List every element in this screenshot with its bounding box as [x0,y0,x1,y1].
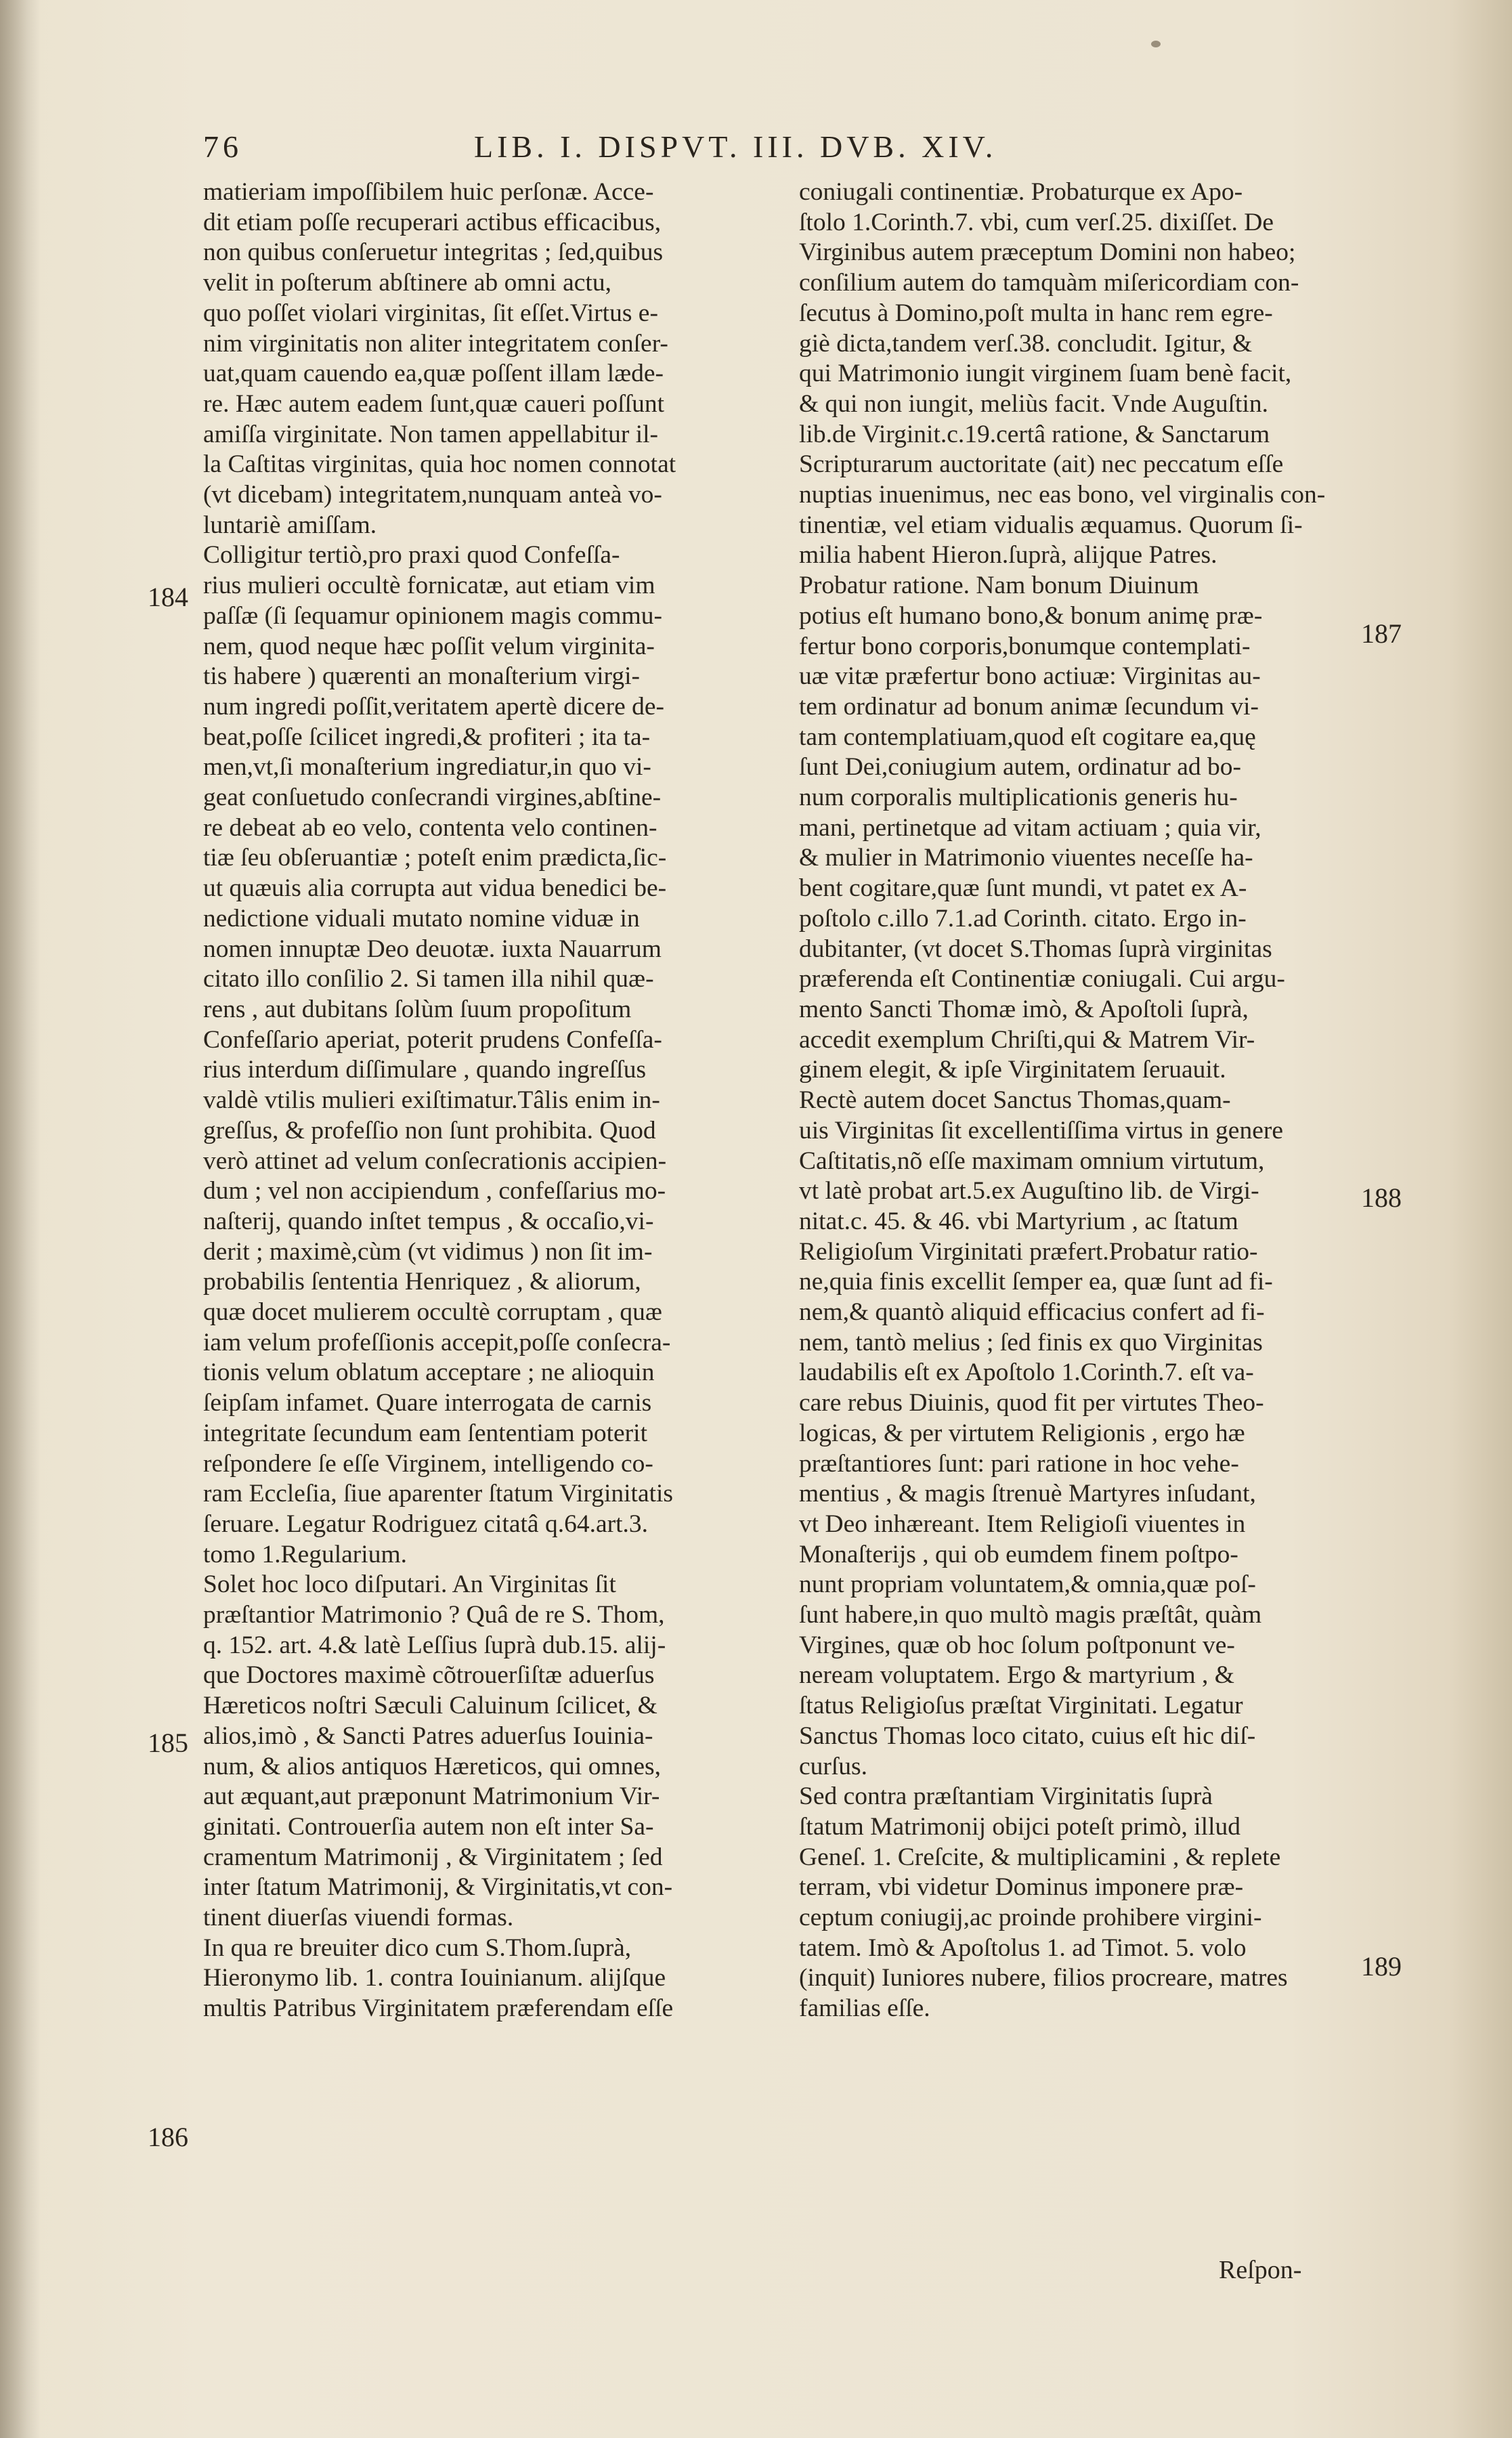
text-line: Sed contra præſtantiam Virginitatis ſuprà [799,1782,1213,1811]
margin-number-187: 187 [1361,618,1402,649]
text-line: præſtantior Matrimonio ? Quâ de re S. Thom, [203,1601,665,1629]
text-line: Sanctus Thomas loco citato, cuius eſt hic diſ- [799,1721,1256,1750]
text-line: qui Matrimonio iungit virginem ſuam benè facit, [799,360,1292,388]
text-line: tam contemplatiuam,quod eſt cogitare ea,quę [799,723,1256,751]
text-line: ſunt habere,in quo multò magis præſtât, quàm [799,1601,1262,1629]
text-line: tinentiæ, vel etiam vidualis æquamus. Quorum ſi- [799,511,1303,539]
text-line: Geneſ. 1. Creſcite, & multiplicamini , & replete [799,1843,1281,1871]
text-line: matieriam impoſſibilem huic perſonæ. Acce- [203,178,654,206]
text-line: ne,quia finis excellit ſemper ea, quæ ſunt ad fi- [799,1268,1273,1296]
text-line: Hieronymo lib. 1. contra Iouinianum. alijſque [203,1964,666,1992]
text-line: reſpondere ſe eſſe Virginem, intelligendo co- [203,1449,653,1478]
text-line: que Doctores maximè cõtrouerſiſtæ aduerſus [203,1661,655,1690]
text-line: poſtolo c.illo 7.1.ad Corinth. citato. Ergo in- [799,904,1247,933]
text-line: fertur bono corporis,bonumque contemplati- [799,632,1251,660]
margin-number-186: 186 [148,2122,188,2152]
text-line: mento Sancti Thomæ imò, & Apoſtoli ſuprà, [799,995,1249,1023]
text-line: num, & alios antiquos Hæreticos, qui omnes, [203,1752,661,1780]
text-line: rius interdum diſſimulare , quando ingreſſus [203,1056,647,1084]
text-line: nunt propriam voluntatem,& omnia,quæ poſ- [799,1570,1256,1599]
text-line: ceptum coniugij,ac proinde prohibere virgini- [799,1904,1262,1932]
text-line: ginem elegit, & ipſe Virginitatem ſeruauit. [799,1056,1226,1084]
text-line: & mulier in Matrimonio viuentes neceſſe ha- [799,844,1253,872]
text-line: Virgines, quæ ob hoc ſolum poſtponunt ve- [799,1631,1235,1659]
text-line: uat,quam cauendo ea,quæ poſſent illam læde- [203,360,664,388]
text-line: ram Eccleſia, ſiue aparenter ſtatum Virginitatis [203,1480,674,1508]
text-line: naſterij, quando inſtet tempus , & occaſio,vi- [203,1207,654,1235]
text-line: dum ; vel non accipiendum , confeſſarius mo- [203,1177,666,1205]
text-line: vt Deo inhæreant. Item Religioſi viuentes in [799,1510,1246,1538]
text-line: tis habere ) quærenti an monaſterium virgi- [203,662,640,691]
text-line: accedit exemplum Chriſti,qui & Matrem Vir- [799,1025,1255,1054]
text-line: tatem. Imò & Apoſtolus 1. ad Timot. 5. volo [799,1933,1247,1962]
text-line: ſtatus Religioſus præſtat Virginitati. Legatur [799,1692,1243,1720]
text-line: ſtolo 1.Corinth.7. vbi, cum verſ.25. dixiſſet. De [799,208,1274,236]
text-line: Monaſterijs , qui ob eumdem finem poſtpo- [799,1540,1238,1568]
text-line: non quibus conſeruetur integritas ; ſed,quibus [203,238,664,267]
text-line: curſus. [799,1752,868,1780]
margin-number-188: 188 [1361,1182,1402,1213]
text-line: Solet hoc loco diſputari. An Virginitas ſit [203,1570,616,1599]
text-line: nomen innuptæ Deo deuotæ. iuxta Nauarrum [203,935,662,963]
text-line: (inquit) Iuniores nubere, filios procreare, matres [799,1964,1288,1992]
text-line: citato illo conſilio 2. Si tamen illa nihil quæ- [203,965,654,993]
text-line: neream voluptatem. Ergo & martyrium , & [799,1661,1234,1690]
running-title: LIB. I. DISPVT. III. DVB. XIV. [474,129,997,164]
text-line: lib.de Virginit.c.19.certâ ratione, & Sanctarum [799,420,1270,448]
text-line: uæ vitæ præfertur bono actiuæ: Virginitas au- [799,662,1261,691]
margin-number-189: 189 [1361,1951,1402,1982]
text-line: Virginibus autem præceptum Domini non habeo; [799,238,1296,267]
text-line: tionis velum oblatum acceptare ; ne alioquin [203,1359,655,1387]
text-line: rens , aut dubitans ſolùm ſuum propoſitum [203,995,632,1023]
margin-number-185: 185 [148,1728,188,1758]
text-line: nedictione viduali mutato nomine viduæ in [203,904,640,933]
text-line: alios,imò , & Sancti Patres aduerſus Iouinia- [203,1721,653,1750]
catchword: Reſpon- [1219,2256,1302,2284]
text-line: num ingredi poſſit,veritatem apertè dicere de- [203,692,664,721]
running-head [203,129,1422,176]
text-line: Religioſum Virginitati præfert.Probatur ratio- [799,1237,1258,1266]
text-line: vt latè probat art.5.ex Auguſtino lib. de Virgi- [799,1177,1259,1205]
text-line: potius eſt humano bono,& bonum animę præ- [799,601,1263,630]
text-line: milia habent Hieron.ſuprà, alijque Patres. [799,541,1217,570]
right-column [799,177,1361,2024]
text-line: ginitati. Controuerſia autem non eſt inter Sa- [203,1812,654,1841]
text-line: nem, tantò melius ; ſed finis ex quo Virginitas [799,1328,1263,1356]
text-line: amiſſa virginitate. Non tamen appellabitur il- [203,420,659,448]
text-line: tinent diuerſas viuendi formas. [203,1904,514,1932]
page-number: 76 [203,129,242,164]
text-line: tiæ ſeu obſeruantiæ ; poteſt enim prædicta,ſic- [203,844,667,872]
text-line: conſilium autem do tamquàm miſericordiam con- [799,269,1299,297]
text-line: nem,& quantò aliquid efficacius confert ad fi- [799,1298,1265,1327]
text-line: nem, quod neque hæc poſſit velum virginita- [203,632,655,660]
text-line: nim virginitatis non aliter integritatem conſer- [203,329,668,358]
text-line: familias eſſe. [799,1994,930,2023]
text-line: bent cogitare,quæ ſunt mundi, vt patet ex A- [799,874,1247,903]
ink-spot [1151,41,1161,47]
text-line: derit ; maximè,cùm (vt vidimus ) non ſit im- [203,1237,653,1266]
text-line: luntariè amiſſam. [203,511,377,539]
text-line: iam velum profeſſionis accepit,poſſe conſecra- [203,1328,671,1356]
text-line: greſſus, & profeſſio non ſunt prohibita. Quod [203,1116,656,1145]
text-line: geat conſuetudo conſecrandi virgines,abſtine- [203,784,662,812]
text-line: Rectè autem docet Sanctus Thomas,quam- [799,1086,1231,1115]
text-line: tomo 1.Regularium. [203,1540,408,1568]
text-line: giè dicta,tandem verſ.38. concludit. Igitur, & [799,329,1253,358]
text-line: men,vt,ſi monaſterium ingrediatur,in quo vi- [203,753,651,782]
left-column [203,177,765,2024]
text-line: & qui non iungit, meliùs facit. Vnde Auguſtin. [799,389,1269,418]
text-line: quo poſſet violari virginitas, ſit eſſet.Virtus e- [203,299,658,327]
text-line: multis Patribus Virginitatem præferendam eſſe [203,1994,674,2023]
text-line: præſtantiores ſunt: pari ratione in hoc vehe- [799,1449,1239,1478]
text-line: quæ docet mulierem occultè corruptam , quæ [203,1298,662,1327]
text-line: rius mulieri occultè fornicatæ, aut etiam vim [203,572,655,600]
text-line: coniugali continentiæ. Probaturque ex Apo- [799,178,1243,206]
text-line: uis Virginitas ſit excellentiſſima virtus in genere [799,1116,1283,1145]
margin-number-184: 184 [148,582,188,612]
text-line: Confeſſario aperiat, poterit prudens Confeſſa- [203,1025,662,1054]
text-line: ſeruare. Legatur Rodriguez citatâ q.64.art.3. [203,1510,649,1538]
text-line: ut quæuis alia corrupta aut vidua benedici be- [203,874,667,903]
text-line: cramentum Matrimonij , & Virginitatem ; ſed [203,1843,663,1871]
text-line: Hæreticos noſtri Sæculi Caluinum ſcilicet, & [203,1692,657,1720]
text-line: laudabilis eſt ex Apoſtolo 1.Corinth.7. eſt va- [799,1359,1254,1387]
text-line: Caſtitatis,nõ eſſe maximam omnium virtutum, [799,1147,1265,1175]
text-line: nuptias inuenimus, nec eas bono, vel virginalis con- [799,481,1326,509]
text-line: velit in poſterum abſtinere ab omni actu, [203,269,611,297]
text-line: beat,poſſe ſcilicet ingredi,& profiteri ; ita ta- [203,723,651,751]
text-line: Colligitur tertiò,pro praxi quod Confeſſa- [203,541,620,570]
text-line: integritate ſecundum eam ſententiam poterit [203,1419,648,1447]
text-line: paſſæ (ſi ſequamur opinionem magis commu- [203,601,663,630]
text-line: (vt dicebam) integritatem,nunquam anteà vo- [203,481,662,509]
text-line: præferenda eſt Continentiæ coniugali. Cui argu- [799,965,1285,993]
text-line: aut æquant,aut præponunt Matrimonium Vir- [203,1782,660,1811]
text-line: ſunt Dei,coniugium autem, ordinatur ad bo- [799,753,1241,782]
text-line: verò attinet ad velum conſecrationis accipien- [203,1147,667,1175]
text-line: la Caſtitas virginitas, quia hoc nomen connotat [203,450,676,479]
text-line: inter ſtatum Matrimonij, & Virginitatis,vt con- [203,1873,673,1902]
text-line: ſtatum Matrimonij obijci poteſt primò, illud [799,1812,1241,1841]
gutter-shadow [0,0,41,2438]
text-line: logicas, & per virtutem Religionis , ergo hæ [799,1419,1245,1447]
text-line: valdè vtilis mulieri exiſtimatur.Tâlis enim in- [203,1086,660,1115]
text-line: Probatur ratione. Nam bonum Diuinum [799,572,1199,600]
text-line: ſeipſam infamet. Quare interrogata de carnis [203,1389,652,1417]
text-line: Scripturarum auctoritate (ait) nec peccatum eſſe [799,450,1284,479]
text-line: mentius , & magis ſtrenuè Martyres inſudant, [799,1480,1256,1508]
text-line: re. Hæc autem eadem ſunt,quæ caueri poſſunt [203,389,665,418]
text-line: ſecutus à Domino,poſt multa in hanc rem egre- [799,299,1273,327]
text-line: care rebus Diuinis, quod fit per virtutes Theo- [799,1389,1264,1417]
text-line: re debeat ab eo velo, contenta velo continen- [203,813,657,842]
text-line: probabilis ſententia Henriquez , & aliorum, [203,1268,641,1296]
text-line: tem ordinatur ad bonum animæ ſecundum vi- [799,692,1259,721]
text-line: terram, vbi videtur Dominus imponere præ- [799,1873,1244,1902]
text-line: dit etiam poſſe recuperari actibus efficacibus, [203,208,662,236]
text-line: dubitanter, (vt docet S.Thomas ſuprà virginitas [799,935,1272,963]
text-line: q. 152. art. 4.& latè Leſſius ſuprà dub.15. alij- [203,1631,666,1659]
text-line: In qua re breuiter dico cum S.Thom.ſuprà, [203,1933,632,1962]
text-line: num corporalis multiplicationis generis hu- [799,784,1238,812]
text-line: nitat.c. 45. & 46. vbi Martyrium , ac ſtatum [799,1207,1238,1235]
text-line: mani, pertinetque ad vitam actiuam ; quia vir, [799,813,1261,842]
